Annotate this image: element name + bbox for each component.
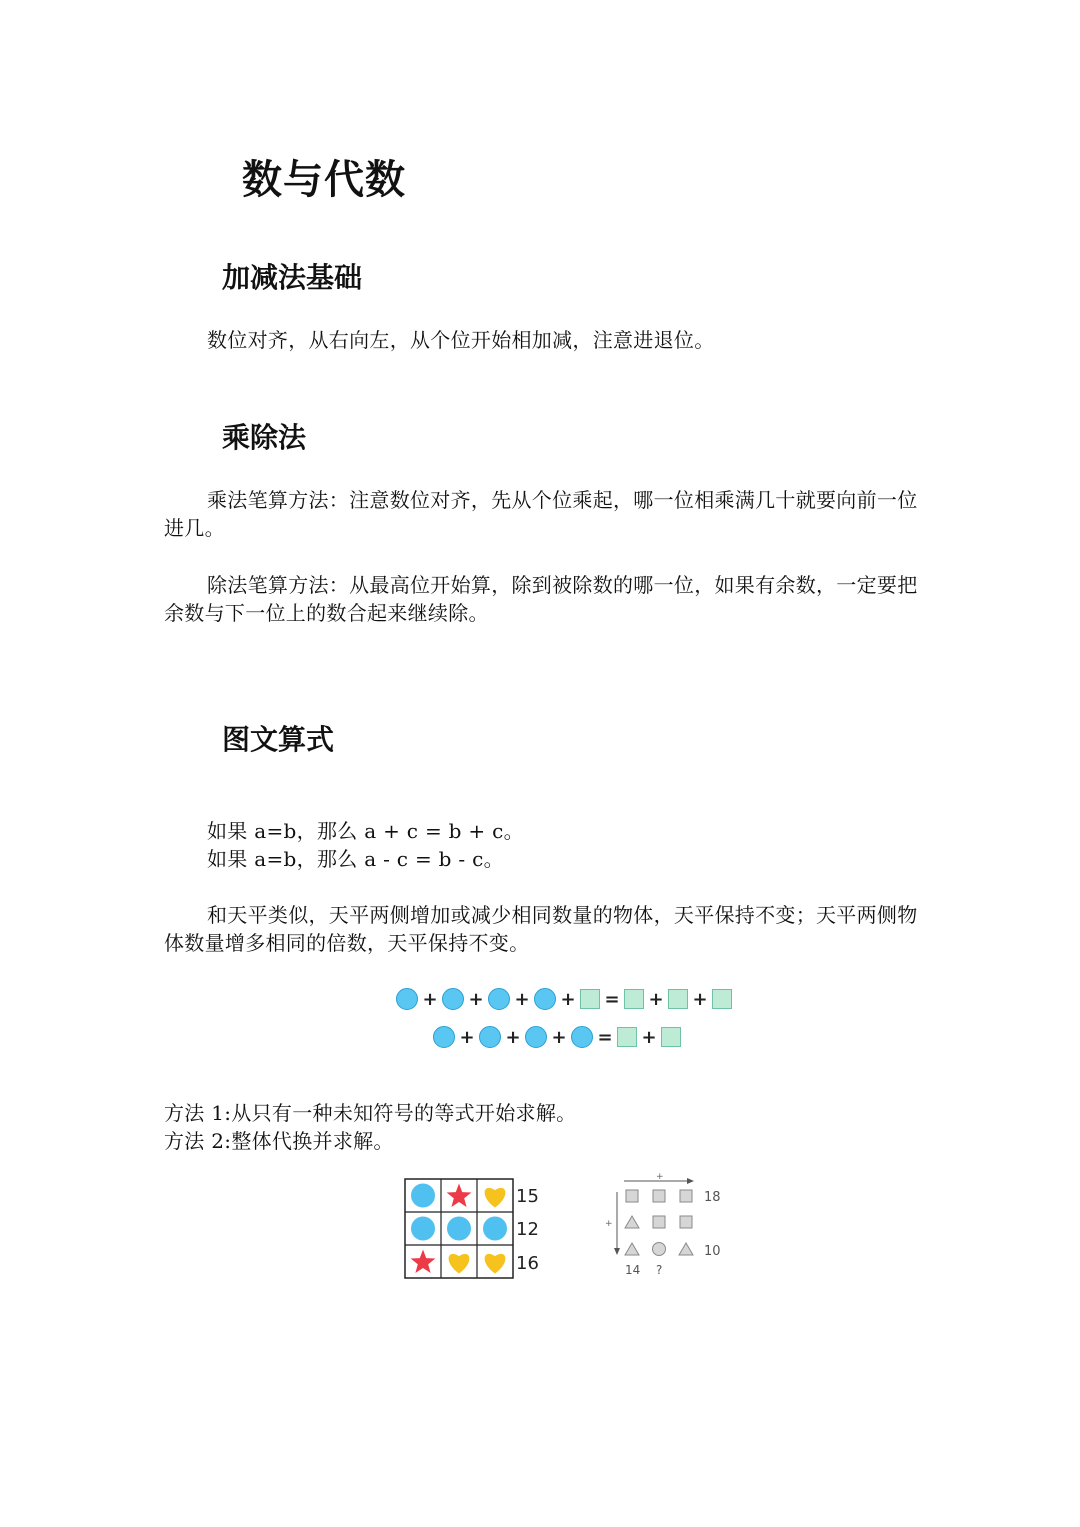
triangle-icon — [625, 1243, 639, 1255]
page-title: 数与代数 — [242, 157, 406, 203]
equation-row-1 — [396, 988, 732, 1010]
symbol-grid-puzzle — [400, 1174, 550, 1284]
circle-icon — [479, 1026, 501, 1048]
method-1: 方法 1:从只有一种未知符号的等式开始求解。 — [164, 1101, 577, 1125]
heading-muldiv: 乘除法 — [222, 421, 307, 454]
method-2: 方法 2:整体代换并求解。 — [164, 1129, 394, 1153]
equation-row-2 — [433, 1026, 681, 1048]
rule-add: 如果 a=b，那么 a + c = b + c。 — [207, 819, 524, 843]
shape-matrix-puzzle — [598, 1168, 728, 1280]
equals-sign: = — [604, 988, 620, 1010]
plus-sign: + — [692, 988, 708, 1010]
heart-icon — [485, 1254, 506, 1274]
circle-icon — [433, 1026, 455, 1048]
row-sum-2: 12 — [516, 1219, 539, 1240]
star-icon — [411, 1250, 436, 1274]
circle-icon — [534, 988, 556, 1010]
plus-sign: + — [551, 1026, 567, 1048]
square-icon — [661, 1027, 681, 1047]
div-method-text: 除法笔算方法：从最高位开始算，除到被除数的哪一位，如果有余数，一定要把余数与下一位上的数合起来继续除。 — [164, 573, 918, 625]
balance-text: 和天平类似，天平两侧增加或减少相同数量的物体，天平保持不变；天平两侧物体数量增多相同的倍数，天平保持不变。 — [164, 903, 918, 955]
addsub-text: 数位对齐，从右向左，从个位开始相加减，注意进退位。 — [207, 328, 715, 352]
circle-icon — [571, 1026, 593, 1048]
heart-icon — [449, 1254, 470, 1274]
row-sum-1: 15 — [516, 1186, 539, 1207]
row-sum-3: 16 — [516, 1253, 539, 1274]
mul-method-text: 乘法笔算方法：注意数位对齐，先从个位乘起，哪一位相乘满几十就要向前一位进几。 — [164, 488, 918, 540]
square-icon — [653, 1216, 665, 1228]
circle-icon — [442, 988, 464, 1010]
arrow-head-right-icon — [687, 1178, 694, 1184]
circle-icon — [411, 1217, 435, 1241]
rule-subtract: 如果 a=b，那么 a - c = b - c。 — [207, 847, 504, 871]
circle-icon — [483, 1217, 507, 1241]
plus-sign: + — [514, 988, 530, 1010]
star-icon — [447, 1184, 472, 1208]
square-icon — [712, 989, 732, 1009]
plus-sign: + — [560, 988, 576, 1010]
plus-sign: + — [505, 1026, 521, 1048]
horizontal-plus: + — [656, 1172, 664, 1182]
heading-picture-equations: 图文算式 — [222, 723, 335, 756]
square-icon — [680, 1216, 692, 1228]
circle-icon — [396, 988, 418, 1010]
plus-sign: + — [459, 1026, 475, 1048]
circle-icon — [488, 988, 510, 1010]
square-icon — [580, 989, 600, 1009]
square-icon — [653, 1190, 665, 1202]
heart-icon — [485, 1188, 506, 1208]
plus-sign: + — [422, 988, 438, 1010]
plus-sign: + — [641, 1026, 657, 1048]
heading-addsub: 加减法基础 — [222, 261, 363, 294]
square-icon — [668, 989, 688, 1009]
vertical-plus: + — [605, 1219, 613, 1229]
square-icon — [624, 989, 644, 1009]
circle-icon — [411, 1184, 435, 1208]
equals-sign: = — [597, 1026, 613, 1048]
plus-sign: + — [468, 988, 484, 1010]
matrix-row-sum-3: 10 — [704, 1244, 721, 1259]
triangle-icon — [679, 1243, 693, 1255]
arrow-head-down-icon — [614, 1248, 620, 1255]
circle-icon — [447, 1217, 471, 1241]
triangle-icon — [625, 1216, 639, 1228]
plus-sign: + — [648, 988, 664, 1010]
matrix-col-sum-1: 14 — [625, 1263, 641, 1277]
circle-icon — [525, 1026, 547, 1048]
square-icon — [617, 1027, 637, 1047]
matrix-col-sum-2: ? — [656, 1263, 663, 1277]
circle-icon — [653, 1243, 666, 1256]
square-icon — [680, 1190, 692, 1202]
square-icon — [626, 1190, 638, 1202]
matrix-row-sum-1: 18 — [704, 1190, 721, 1205]
